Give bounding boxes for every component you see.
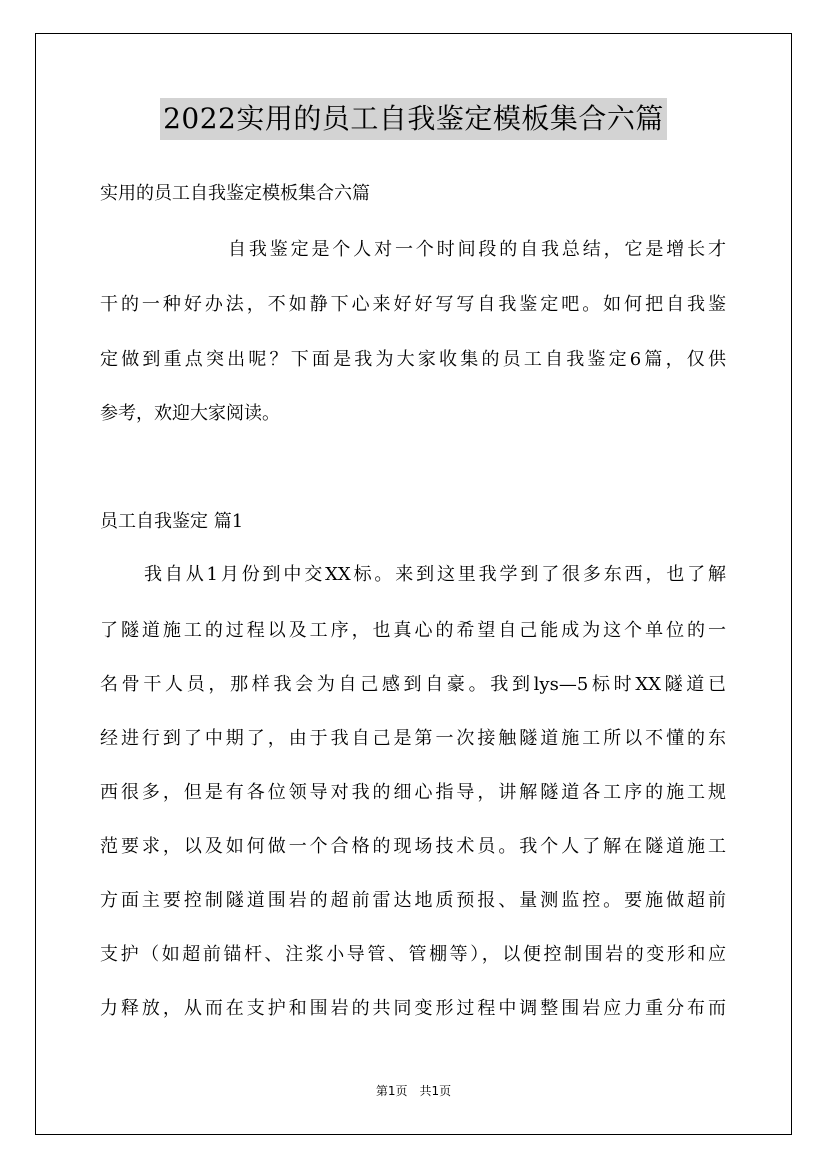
body-line-6: 范要求，以及如何做一个合格的现场技术员。我个人了解在隧道施工: [100, 836, 726, 857]
document-title: 2022实用的员工自我鉴定模板集合六篇: [160, 98, 667, 140]
body-line-9: 力释放，从而在支护和围岩的共同变形过程中调整围岩应力重分布而: [100, 998, 726, 1019]
section-heading: 员工自我鉴定 篇1: [100, 511, 244, 532]
page-footer: 第1页 共1页: [375, 1084, 452, 1098]
intro-line-3: 定做到重点突出呢？下面是我为大家收集的员工自我鉴定6篇，仅供: [100, 349, 726, 370]
body-line-7: 方面主要控制隧道围岩的超前雷达地质预报、量测监控。要施做超前: [100, 890, 726, 911]
body-line-3: 名骨干人员，那样我会为自己感到自豪。我到lys—5标时XX隧道已: [100, 674, 726, 695]
body-line-2: 了隧道施工的过程以及工序，也真心的希望自己能成为这个单位的一: [100, 620, 726, 641]
intro-line-2: 干的一种好办法，不如静下心来好好写写自我鉴定吧。如何把自我鉴: [100, 294, 726, 315]
title-wrap: [0, 98, 827, 140]
body-line-1: 我自从1月份到中交XX标。来到这里我学到了很多东西，也了解: [144, 564, 726, 585]
intro-line-1: 自我鉴定是个人对一个时间段的自我总结，它是增长才: [228, 239, 726, 260]
body-line-8: 支护（如超前锚杆、注浆小导管、管棚等），以便控制围岩的变形和应: [100, 944, 726, 965]
body-line-4: 经进行到了中期了，由于我自己是第一次接触隧道施工所以不懂的东: [100, 728, 726, 749]
body-line-5: 西很多，但是有各位领导对我的细心指导，讲解隧道各工序的施工规: [100, 782, 726, 803]
intro-line-4: 参考，欢迎大家阅读。: [100, 403, 280, 424]
document-subtitle: 实用的员工自我鉴定模板集合六篇: [100, 183, 370, 204]
